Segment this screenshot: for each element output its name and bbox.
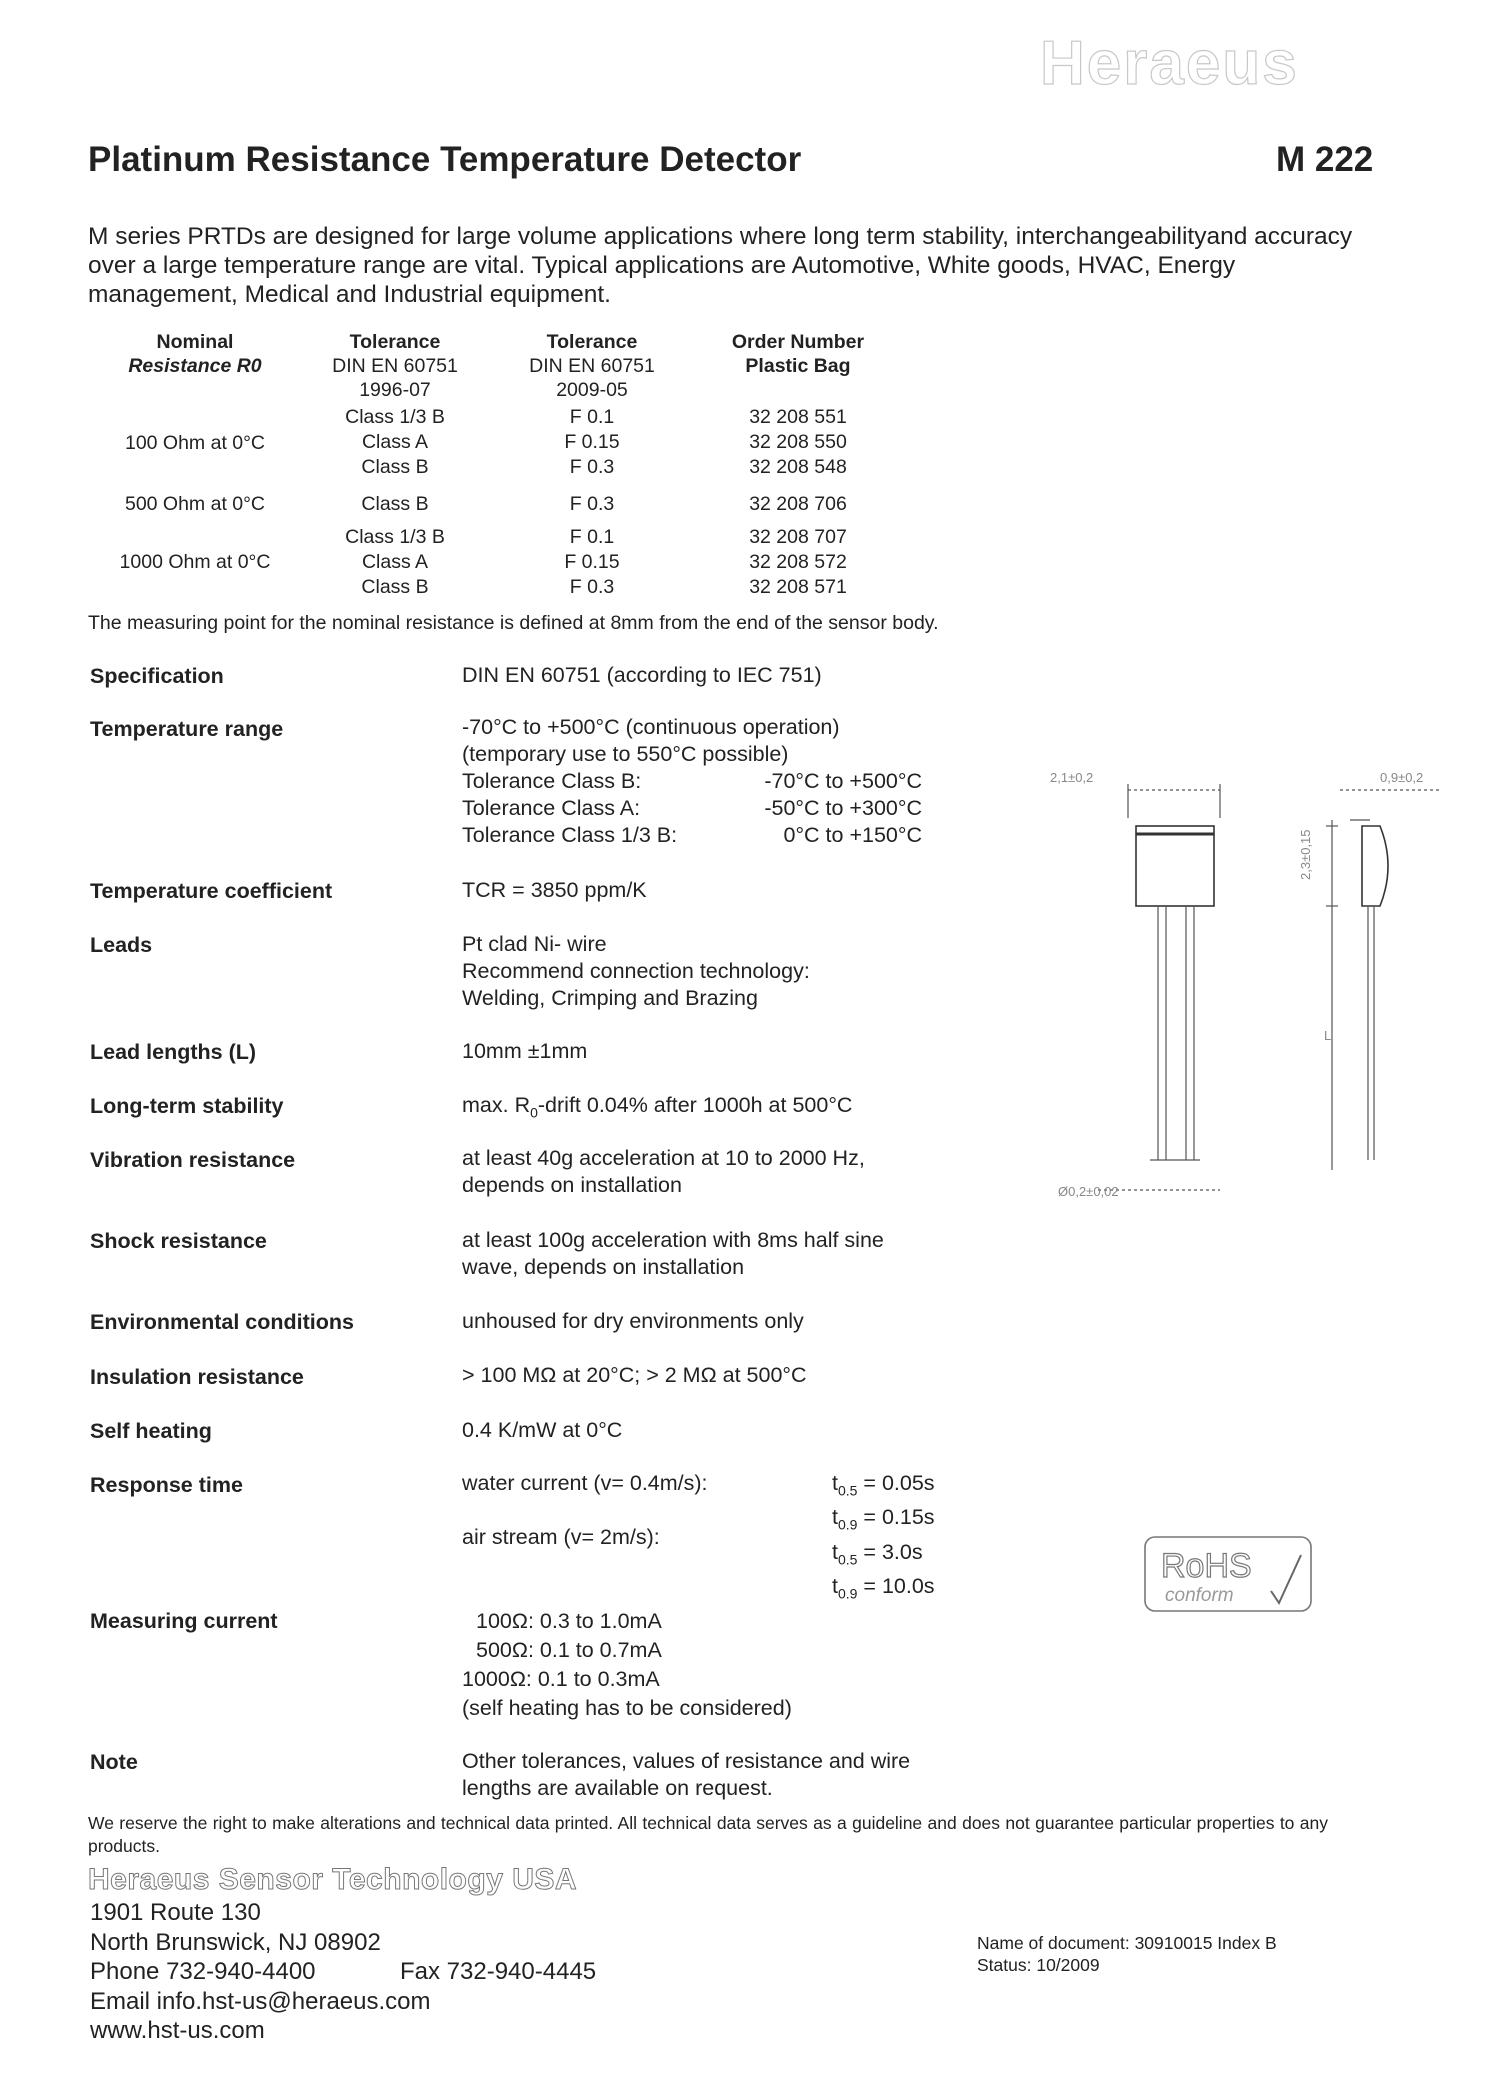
spec-label-specification: Specification: [90, 664, 224, 688]
header-tol2-line: 2009-05: [556, 379, 628, 401]
page-title: Platinum Resistance Temperature Detector: [88, 140, 802, 179]
table-column-tol1: [315, 405, 475, 480]
shock-line: at least 100g acceleration with 8ms half sine: [462, 1228, 884, 1252]
t-symbol: t: [832, 1471, 838, 1495]
table-cell: Class A: [361, 431, 429, 453]
table-cell: Class B: [361, 456, 429, 478]
response-time: [832, 1470, 935, 1504]
header-tol1-line: DIN EN 60751: [332, 355, 458, 377]
t-value: = 3.0s: [857, 1539, 923, 1564]
phone: Phone 732-940-4400: [90, 1958, 316, 1985]
table-cell: F 0.3: [569, 456, 615, 478]
header-nominal-line: Resistance R0: [128, 355, 262, 377]
dim-lead: Ø0,2±0,02: [1058, 1184, 1119, 1199]
email[interactable]: Email info.hst-us@heraeus.com: [90, 1987, 431, 2015]
spec-label-self-heating: Self heating: [90, 1419, 212, 1443]
dim-length: L: [1324, 1028, 1332, 1043]
temp-class-range: -70°C to +500°C: [764, 769, 922, 793]
spec-label-environment: Environmental conditions: [90, 1310, 354, 1334]
company-name: Heraeus Sensor Technology USA: [88, 1863, 578, 1896]
spec-value-lead-lengths: 10mm ±1mm: [462, 1039, 588, 1063]
table-cell: 32 208 572: [749, 551, 847, 573]
note-line: lengths are available on request.: [462, 1776, 773, 1800]
table-column-tol2: [512, 405, 672, 480]
header-order-number: [703, 330, 893, 378]
spec-value-note: [462, 1748, 910, 1802]
table-cell: Class B: [361, 493, 429, 515]
t-sub: 0.9: [837, 1585, 858, 1602]
dim-thickness: 0,9±0,2: [1380, 770, 1424, 785]
t-value: = 0.15s: [857, 1505, 935, 1530]
spec-label-response: Response time: [90, 1473, 243, 1497]
table-column-tol1: [315, 525, 475, 600]
spec-label-vibration: Vibration resistance: [90, 1148, 296, 1172]
stability-text: -drift 0.04% after 1000h at 500°C: [537, 1093, 853, 1117]
response-time: [832, 1573, 935, 1607]
table-column-order: [703, 525, 893, 600]
table-cell: 32 208 707: [749, 526, 847, 548]
table-cell: 32 208 551: [749, 406, 847, 428]
response-time: [832, 1504, 935, 1538]
stability-text: max. R: [462, 1093, 531, 1117]
table-cell: F 0.1: [569, 526, 615, 548]
address-line: North Brunswick, NJ 08902: [90, 1928, 381, 1956]
table-cell: F 0.3: [569, 493, 615, 515]
nominal-100: 100 Ohm at 0°C: [124, 432, 266, 454]
table-cell: F 0.15: [564, 431, 620, 453]
note-line: Other tolerances, values of resistance and wire: [462, 1749, 911, 1773]
header-tol1-line: 1996-07: [359, 379, 431, 401]
spec-value-temp-coeff: TCR = 3850 ppm/K: [462, 878, 647, 902]
t-symbol: t: [832, 1505, 838, 1530]
contact-line: [90, 1957, 596, 1987]
dim-width: 2,1±0,2: [1050, 770, 1094, 785]
table-cell: Class 1/3 B: [345, 406, 445, 428]
table-cell: Class A: [361, 551, 429, 573]
response-time: [832, 1539, 935, 1573]
shock-line: wave, depends on installation: [462, 1255, 745, 1279]
header-order-line: Plastic Bag: [745, 355, 851, 377]
t-symbol: t: [832, 1573, 838, 1598]
temp-range-line: (temporary use to 550°C possible): [462, 742, 789, 766]
sensor-drawing: [1040, 760, 1460, 1220]
table-cell: 32 208 706: [749, 493, 847, 515]
table-footnote: The measuring point for the nominal resistance is defined at 8mm from the end of the sensor body.: [88, 612, 939, 634]
spec-value-self-heating: 0.4 K/mW at 0°C: [462, 1418, 623, 1442]
table-cell: Class B: [361, 576, 429, 598]
spec-value-response-air: air stream (v= 2m/s):: [462, 1525, 660, 1549]
intro-paragraph: M series PRTDs are designed for large volume applications where long term stability, interchangeabilityand accuracy over a large temperature range are vital. Typical applications are Automotive, White goods, HVAC, Energy management, Medical and Industrial equipment.: [88, 223, 1353, 308]
spec-value-shock: [462, 1227, 884, 1281]
temp-class-label: Tolerance Class B:: [462, 769, 642, 793]
heraeus-logo: Heraeus: [1040, 29, 1299, 98]
disclaimer: We reserve the right to make alterations and technical data printed. All technical data serves as a guideline and does not guarantee particular properties to any products.: [88, 1813, 1328, 1856]
spec-value-environment: unhoused for dry environments only: [462, 1309, 804, 1333]
header-tol1-line: Tolerance: [349, 331, 441, 353]
leads-line: Welding, Crimping and Brazing: [462, 986, 758, 1010]
table-cell: 32 208 550: [749, 431, 847, 453]
current-line: 1000Ω: 0.1 to 0.3mA: [462, 1667, 660, 1691]
current-line: 100Ω: 0.3 to 1.0mA: [476, 1609, 662, 1633]
spec-label-temp-coeff: Temperature coefficient: [90, 879, 333, 903]
rohs-text: RoHS: [1161, 1547, 1252, 1585]
spec-value-stability: [462, 1092, 852, 1126]
header-tol2-line: Tolerance: [546, 331, 638, 353]
current-line: (self heating has to be considered): [462, 1696, 792, 1720]
header-nominal: [100, 330, 290, 378]
temp-class-range: -50°C to +300°C: [764, 796, 922, 820]
table-column-order: [703, 405, 893, 480]
spec-label-current: Measuring current: [90, 1609, 278, 1633]
temp-class-row: [462, 768, 922, 795]
website[interactable]: www.hst-us.com: [90, 2017, 265, 2044]
table-cell: F 0.1: [569, 406, 615, 428]
stability-sub: 0: [530, 1104, 538, 1121]
spec-label-stability: Long-term stability: [90, 1094, 284, 1118]
current-line: 500Ω: 0.1 to 0.7mA: [476, 1638, 662, 1662]
spec-value-temp-range: [462, 714, 922, 849]
spec-label-shock: Shock resistance: [90, 1229, 267, 1253]
document-name: Name of document: 30910015 Index B: [977, 1933, 1277, 1953]
table-cell: F 0.15: [564, 551, 620, 573]
t-value: = 10.0s: [857, 1573, 935, 1598]
header-tolerance-2009: [512, 330, 672, 402]
spec-label-note: Note: [90, 1750, 138, 1774]
spec-label-temp-range: Temperature range: [90, 717, 284, 741]
t-sub: 0.5: [837, 1550, 858, 1567]
table-cell: 32 208 571: [749, 576, 847, 598]
address-line: 1901 Route 130: [90, 1899, 261, 1926]
dim-body: 2,3±0,15: [1298, 829, 1313, 880]
header-tol2-line: DIN EN 60751: [529, 355, 655, 377]
vibration-line: depends on installation: [462, 1173, 682, 1197]
document-info: [977, 1932, 1277, 1976]
spec-value-vibration: [462, 1145, 865, 1199]
vibration-line: at least 40g acceleration at 10 to 2000 Hz,: [462, 1146, 865, 1170]
header-order-line: Order Number: [731, 331, 865, 353]
temp-class-label: Tolerance Class 1/3 B:: [462, 823, 678, 847]
leads-line: Pt clad Ni- wire: [462, 932, 607, 956]
spec-value-leads: [462, 931, 810, 1012]
t-value: = 0.05s: [857, 1471, 935, 1495]
spec-value-response-water: water current (v= 0.4m/s):: [462, 1471, 708, 1495]
header-nominal-line: Nominal: [156, 331, 234, 353]
temp-class-row: [462, 795, 922, 822]
t-sub: 0.9: [837, 1516, 858, 1533]
nominal-1000: 1000 Ohm at 0°C: [119, 551, 271, 573]
rohs-conform-text: conform: [1165, 1585, 1234, 1606]
temp-class-label: Tolerance Class A:: [462, 796, 641, 820]
company-address: [90, 1898, 596, 2046]
temp-class-range: 0°C to +150°C: [783, 823, 922, 847]
temp-range-line: -70°C to +500°C (continuous operation): [462, 715, 840, 739]
spec-value-insulation: > 100 MΩ at 20°C; > 2 MΩ at 500°C: [462, 1363, 807, 1387]
spec-label-lead-lengths: Lead lengths (L): [90, 1040, 257, 1064]
spec-value-specification: DIN EN 60751 (according to IEC 751): [462, 663, 822, 687]
fax: Fax 732-940-4445: [400, 1958, 597, 1985]
model-number: M 222: [1276, 140, 1374, 179]
table-cell: F 0.3: [569, 576, 615, 598]
table-cell: Class 1/3 B: [345, 526, 445, 548]
temp-class-row: [462, 822, 922, 849]
spec-label-insulation: Insulation resistance: [90, 1365, 304, 1389]
table-column-tol2: [512, 525, 672, 600]
header-tolerance-1996: [315, 330, 475, 402]
leads-line: Recommend connection technology:: [462, 959, 810, 983]
t-sub: 0.5: [837, 1482, 858, 1499]
rohs-conform-logo: [1143, 1535, 1313, 1613]
response-times: [832, 1470, 935, 1607]
document-status: Status: 10/2009: [977, 1955, 1100, 1975]
t-symbol: t: [832, 1539, 838, 1564]
spec-label-leads: Leads: [90, 933, 153, 957]
spec-value-current: [462, 1607, 792, 1723]
table-cell: 32 208 548: [749, 456, 847, 478]
nominal-500: 500 Ohm at 0°C: [124, 493, 266, 515]
